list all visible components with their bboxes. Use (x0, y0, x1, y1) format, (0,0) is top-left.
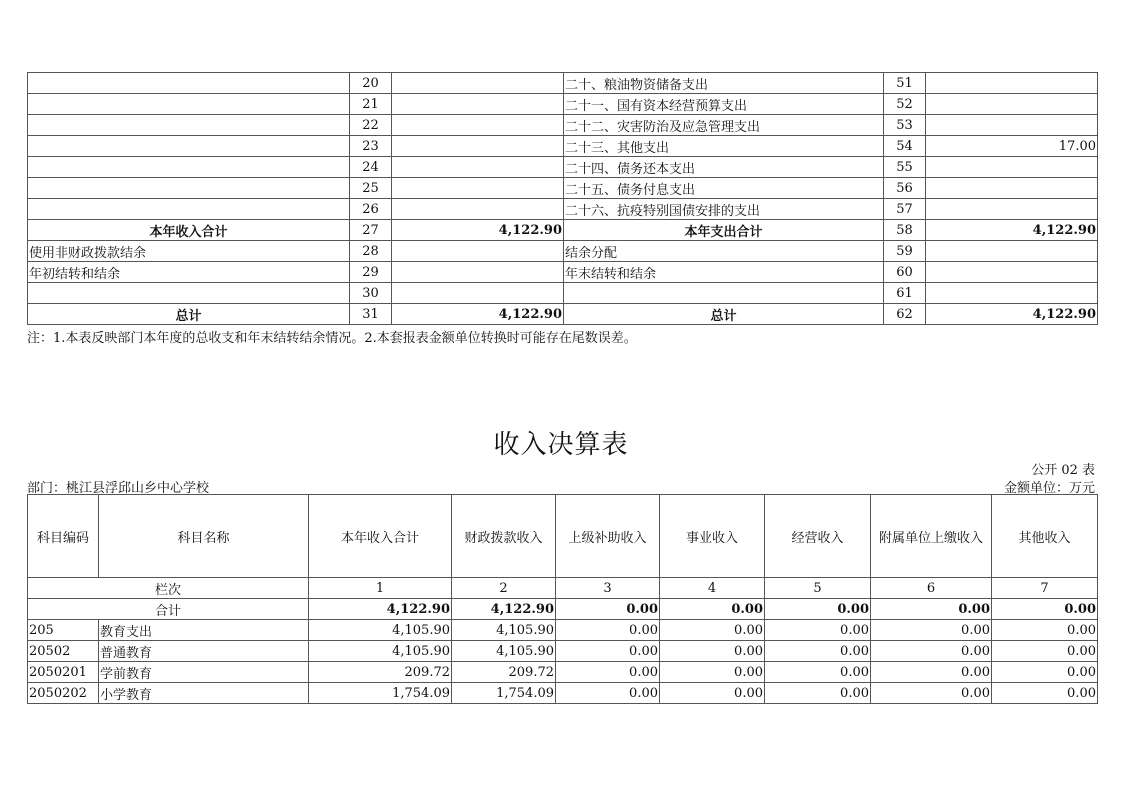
summary-left-label (28, 157, 350, 178)
header-superior: 上级补助收入 (556, 495, 660, 578)
amount-cell: 0.00 (992, 620, 1098, 641)
summary-left-line-no: 21 (350, 94, 392, 115)
amount-cell: 4,105.90 (309, 620, 452, 641)
subject-name: 教育支出 (99, 620, 309, 641)
summary-right-line-no: 58 (884, 220, 926, 241)
summary-left-label (28, 94, 350, 115)
summary-row (28, 136, 1098, 157)
summary-row (28, 304, 1098, 325)
header-other: 其他收入 (992, 495, 1098, 578)
header-fiscal: 财政拨款收入 (452, 495, 556, 578)
subject-name: 普通教育 (99, 641, 309, 662)
amount-cell: 1,754.09 (309, 683, 452, 704)
total-value: 0.00 (871, 599, 992, 620)
total-value: 0.00 (765, 599, 871, 620)
summary-left-line-no: 27 (350, 220, 392, 241)
header-code: 科目编码 (28, 495, 99, 578)
summary-right-line-no: 54 (884, 136, 926, 157)
summary-left-amount (392, 94, 564, 115)
summary-left-label (28, 199, 350, 220)
summary-right-amount (926, 199, 1098, 220)
summary-left-line-no: 28 (350, 241, 392, 262)
summary-right-amount: 4,122.90 (926, 220, 1098, 241)
header-operating: 经营收入 (765, 495, 871, 578)
summary-left-line-no: 23 (350, 136, 392, 157)
amount-cell: 0.00 (556, 683, 660, 704)
subject-code: 205 (28, 620, 99, 641)
subject-code: 20502 (28, 641, 99, 662)
amount-cell: 0.00 (765, 662, 871, 683)
total-label: 合计 (28, 599, 309, 620)
index-cell: 3 (556, 578, 660, 599)
summary-right-label: 二十、粮油物资储备支出 (564, 73, 884, 94)
amount-cell: 0.00 (556, 641, 660, 662)
table-row (28, 662, 1098, 683)
index-label: 栏次 (28, 578, 309, 599)
summary-right-label: 结余分配 (564, 241, 884, 262)
index-row (28, 578, 1098, 599)
summary-left-amount (392, 199, 564, 220)
amount-cell: 0.00 (765, 620, 871, 641)
summary-right-label: 二十二、灾害防治及应急管理支出 (564, 115, 884, 136)
summary-row (28, 73, 1098, 94)
summary-left-amount (392, 262, 564, 283)
index-cell: 2 (452, 578, 556, 599)
summary-left-line-no: 26 (350, 199, 392, 220)
summary-row (28, 94, 1098, 115)
summary-row (28, 199, 1098, 220)
summary-left-label: 使用非财政拨款结余 (28, 241, 350, 262)
summary-right-line-no: 51 (884, 73, 926, 94)
summary-right-label: 二十五、债务付息支出 (564, 178, 884, 199)
summary-left-label (28, 136, 350, 157)
summary-left-label: 本年收入合计 (28, 220, 350, 241)
amount-cell: 209.72 (309, 662, 452, 683)
summary-left-line-no: 29 (350, 262, 392, 283)
table-row (28, 620, 1098, 641)
summary-left-label (28, 73, 350, 94)
summary-right-line-no: 57 (884, 199, 926, 220)
amount-unit-label: 金额单位：万元 (1003, 481, 1095, 496)
summary-row (28, 115, 1098, 136)
amount-cell: 0.00 (992, 683, 1098, 704)
summary-right-line-no: 56 (884, 178, 926, 199)
index-cell: 5 (765, 578, 871, 599)
summary-row (28, 262, 1098, 283)
income-table (27, 494, 1098, 704)
summary-right-amount: 17.00 (926, 136, 1098, 157)
total-value: 4,122.90 (309, 599, 452, 620)
summary-right-amount (926, 178, 1098, 199)
amount-cell: 0.00 (765, 683, 871, 704)
summary-left-amount (392, 241, 564, 262)
summary-left-label (28, 115, 350, 136)
summary-left-label (28, 178, 350, 199)
summary-left-line-no: 24 (350, 157, 392, 178)
total-value: 0.00 (992, 599, 1098, 620)
summary-right-amount: 4,122.90 (926, 304, 1098, 325)
header-name: 科目名称 (99, 495, 309, 578)
summary-row (28, 283, 1098, 304)
amount-cell: 0.00 (556, 662, 660, 683)
summary-right-label: 总计 (564, 304, 884, 325)
total-value: 0.00 (660, 599, 765, 620)
summary-right-line-no: 62 (884, 304, 926, 325)
summary-left-amount (392, 157, 564, 178)
summary-right-label: 二十三、其他支出 (564, 136, 884, 157)
amount-cell: 0.00 (871, 683, 992, 704)
summary-left-line-no: 25 (350, 178, 392, 199)
summary-left-amount (392, 178, 564, 199)
summary-right-amount (926, 115, 1098, 136)
amount-cell: 0.00 (765, 641, 871, 662)
amount-cell: 0.00 (660, 620, 765, 641)
subject-name: 学前教育 (99, 662, 309, 683)
amount-cell: 0.00 (992, 641, 1098, 662)
amount-cell: 0.00 (871, 641, 992, 662)
summary-left-line-no: 22 (350, 115, 392, 136)
summary-right-line-no: 53 (884, 115, 926, 136)
summary-right-label: 二十四、债务还本支出 (564, 157, 884, 178)
summary-right-line-no: 61 (884, 283, 926, 304)
index-cell: 1 (309, 578, 452, 599)
header-row (28, 495, 1098, 578)
total-value: 0.00 (556, 599, 660, 620)
subject-name: 小学教育 (99, 683, 309, 704)
summary-left-line-no: 31 (350, 304, 392, 325)
table-row (28, 683, 1098, 704)
summary-left-line-no: 20 (350, 73, 392, 94)
subject-code: 2050201 (28, 662, 99, 683)
summary-left-amount (392, 136, 564, 157)
summary-row (28, 220, 1098, 241)
amount-cell: 0.00 (992, 662, 1098, 683)
summary-left-amount (392, 115, 564, 136)
amount-cell: 4,105.90 (452, 641, 556, 662)
summary-table (27, 72, 1098, 325)
amount-cell: 4,105.90 (452, 620, 556, 641)
form-number: 公开 02 表 (1031, 463, 1095, 478)
summary-row (28, 157, 1098, 178)
amount-cell: 1,754.09 (452, 683, 556, 704)
amount-cell: 0.00 (871, 620, 992, 641)
summary-right-amount (926, 94, 1098, 115)
summary-row (28, 241, 1098, 262)
subject-code: 2050202 (28, 683, 99, 704)
summary-right-label: 年末结转和结余 (564, 262, 884, 283)
total-row (28, 599, 1098, 620)
summary-row (28, 178, 1098, 199)
summary-right-label: 二十一、国有资本经营预算支出 (564, 94, 884, 115)
summary-left-label: 总计 (28, 304, 350, 325)
table-row (28, 641, 1098, 662)
summary-left-amount: 4,122.90 (392, 304, 564, 325)
summary-right-line-no: 55 (884, 157, 926, 178)
summary-left-amount (392, 73, 564, 94)
page-title: 收入决算表 (493, 430, 629, 460)
summary-right-amount (926, 241, 1098, 262)
summary-right-line-no: 59 (884, 241, 926, 262)
summary-right-line-no: 60 (884, 262, 926, 283)
amount-cell: 0.00 (660, 683, 765, 704)
summary-right-amount (926, 73, 1098, 94)
summary-left-amount: 4,122.90 (392, 220, 564, 241)
amount-cell: 0.00 (660, 641, 765, 662)
amount-cell: 4,105.90 (309, 641, 452, 662)
amount-cell: 0.00 (556, 620, 660, 641)
department-label: 部门：桃江县浮邱山乡中心学校 (27, 481, 210, 496)
summary-right-amount (926, 262, 1098, 283)
index-cell: 4 (660, 578, 765, 599)
header-total: 本年收入合计 (309, 495, 452, 578)
summary-left-label: 年初结转和结余 (28, 262, 350, 283)
index-cell: 6 (871, 578, 992, 599)
index-cell: 7 (992, 578, 1098, 599)
table-note: 注：1.本表反映部门本年度的总收支和年末结转结余情况。2.本套报表金额单位转换时可能存在尾数误差。 (27, 331, 637, 346)
summary-right-line-no: 52 (884, 94, 926, 115)
summary-right-amount (926, 157, 1098, 178)
amount-cell: 0.00 (660, 662, 765, 683)
summary-right-label: 本年支出合计 (564, 220, 884, 241)
amount-cell: 0.00 (871, 662, 992, 683)
summary-right-label: 二十六、抗疫特别国债安排的支出 (564, 199, 884, 220)
summary-left-amount (392, 283, 564, 304)
summary-left-line-no: 30 (350, 283, 392, 304)
amount-cell: 209.72 (452, 662, 556, 683)
total-value: 4,122.90 (452, 599, 556, 620)
summary-left-label (28, 283, 350, 304)
summary-right-label (564, 283, 884, 304)
header-business: 事业收入 (660, 495, 765, 578)
summary-right-amount (926, 283, 1098, 304)
header-affiliated: 附属单位上缴收入 (871, 495, 992, 578)
